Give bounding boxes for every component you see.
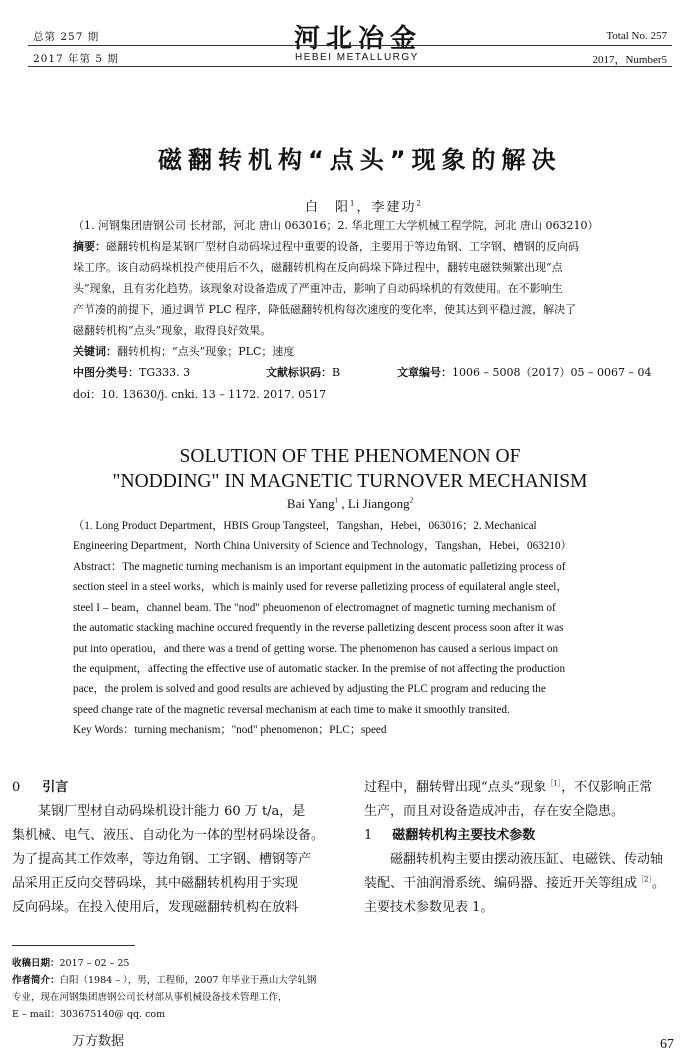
citation-2: ［2］: [637, 875, 652, 884]
keywords-en: turning mechanism；"nod" phenomenon；PLC；speed: [134, 724, 387, 737]
journal-logo-subtitle: HEBEI METALLURGY: [295, 52, 419, 63]
footnote: 收稿日期：2017 – 02 – 25 作者简介：白阳（1984 – ），男，工程师，2007 年毕业于燕山大学轧钢 专业，现在河钢集团唐钢公司长材部从事机械设备技术管理工作， E – mail：303675140@ qq. com: [12, 958, 317, 1020]
keywords-cn: 翻转机构；“点头”现象；PLC；速度: [117, 345, 295, 358]
section-0-body: 某钢厂型材自动码垛机设计能力 60 万 t/a，是 集机械、电气、液压、自动化为一体的型材码垛设备。 为了提高其工作效率，等边角钢、工字钢、槽钢等产 品采用正反向交替码垛，其中磁翻转机构用于实现 反向码垛。在投入使用后，发现磁翻转机构在放料: [12, 804, 325, 915]
right-column-body: 过程中，翻转臂出现“点头”现象$^{[1]}$，不仅影响正常 生产，而且对设备造成冲击，存在安全隐患。 1 磁翻转机构主要技术参数 磁翻转机构主要由摆动液压缸、电磁铁、传动轴 装配、干油润滑系统、编码器、接近开关等组成$^{[2]}$。 主要技术参数见表 1。: [364, 776, 690, 920]
section-1-heading: 1 磁翻转机构主要技术参数: [364, 828, 536, 843]
authors-cn: 白 阳$^1$，李建功$^2$: [305, 199, 423, 215]
total-number-label: Total No. 257: [606, 30, 667, 42]
footnote-rule: [12, 945, 135, 946]
doi: doi：10. 13630/j. cnki. 13 – 1172. 2017. 0517: [73, 388, 327, 401]
author-2: 李建功: [371, 200, 417, 215]
issue-year-label: 2017 年第 5 期: [33, 53, 119, 65]
affiliation-en: （1. Long Product Department，HBIS Group Tangsteel，Tangshan，Hebei，063016；2. Mechanical Engineering Department，North China University of Science and Technology，Tangshan，Hebei，063210）: [73, 520, 572, 553]
abstract-en: Abstract：The magnetic turning mechanism is an important equipment in the automatic palletizing process of section steel in a steel works，which is mainly used for reverse palletizing process of equilateral angle steel， steel I – beam，channel beam. The "nod" pheuomenon of electromagnet of magnetic turning mechanism of the automatic stacking machine occured frequently in the reverse palletizing descent process soon after it was put into operatiou，and there was a trend of getting worse. The phenomenon has caused a serious impact on the equipment，affecting the effective use of automatic stacker. In the premise of not affecting the production pace，the prolem is solved and good results are achieved by adjusting the PLC program and reducing the speed change rate of the magnetic reversal mechanism at each time to make it smoothly transited. Key Words：turning mechanism；"nod" phenomenon；PLC；speed: [73, 561, 568, 737]
header-rule-top: [28, 45, 672, 46]
clc-number: 中图分类号：TG333. 3: [73, 366, 191, 379]
watermark: 万方数据: [72, 1034, 125, 1049]
header-rule-bottom: [28, 66, 672, 67]
author-1: 白 阳: [305, 200, 351, 215]
journal-logo: 河北冶金: [294, 24, 423, 54]
article-title-en-line1: SOLUTION OF THE PHENOMENON OF: [179, 446, 521, 467]
received-date: 2017 – 02 – 25: [59, 958, 130, 969]
article-title-cn: 磁翻转机构“点头”现象的解决: [158, 146, 562, 174]
article-title-en-line2: "NODDING" IN MAGNETIC TURNOVER MECHANISM: [112, 471, 588, 492]
keywords-cn-label: 关键词：: [73, 345, 117, 358]
abstract-cn: 摘要：磁翻转机构是某钢厂型材自动码垛过程中重要的设备，主要用于等边角钢、工字钢、槽钢的反向码 垛工序。该自动码垛机投产使用后不久，磁翻转机构在反向码垛下降过程中，翻转电磁铁频繁出现“点 头”现象，且有劣化趋势。该现象对设备造成了严重冲击，影响了自动码垛机的有效使用。在不影响生 产节凑的前提下，通过调节 PLC 程序，降低磁翻转机构每次速度的变化率，使其达到平稳过渡，解决了 磁翻转机构“点头”现象，取得良好效果。 关键词：翻转机构；“点头”现象；PLC；速度: [73, 240, 579, 358]
section-0-heading: 0 引言: [12, 780, 69, 795]
authors-en: Bai Yang$^1$ , Li Jiangong$^2$: [286, 496, 414, 511]
affiliation-cn: （1. 河钢集团唐钢公司 长材部，河北 唐山 063016；2. 华北理工大学机械工程学院，河北 唐山 063210）: [73, 219, 599, 232]
issue-number-label: 2017，Number5: [592, 54, 667, 66]
issue-total-label: 总第 257 期: [33, 31, 100, 43]
abstract-cn-label: 摘要：: [73, 240, 106, 253]
abstract-en-label: Abstract：: [73, 561, 123, 573]
document-code: 文献标识码：B: [266, 366, 341, 379]
keywords-en-label: Key Words：: [73, 724, 135, 737]
citation-1: ［1］: [546, 779, 562, 788]
page-number: 67: [660, 1037, 674, 1052]
article-number: 文章编号：1006 – 5008（2017）05 – 0067 – 04: [397, 366, 652, 379]
